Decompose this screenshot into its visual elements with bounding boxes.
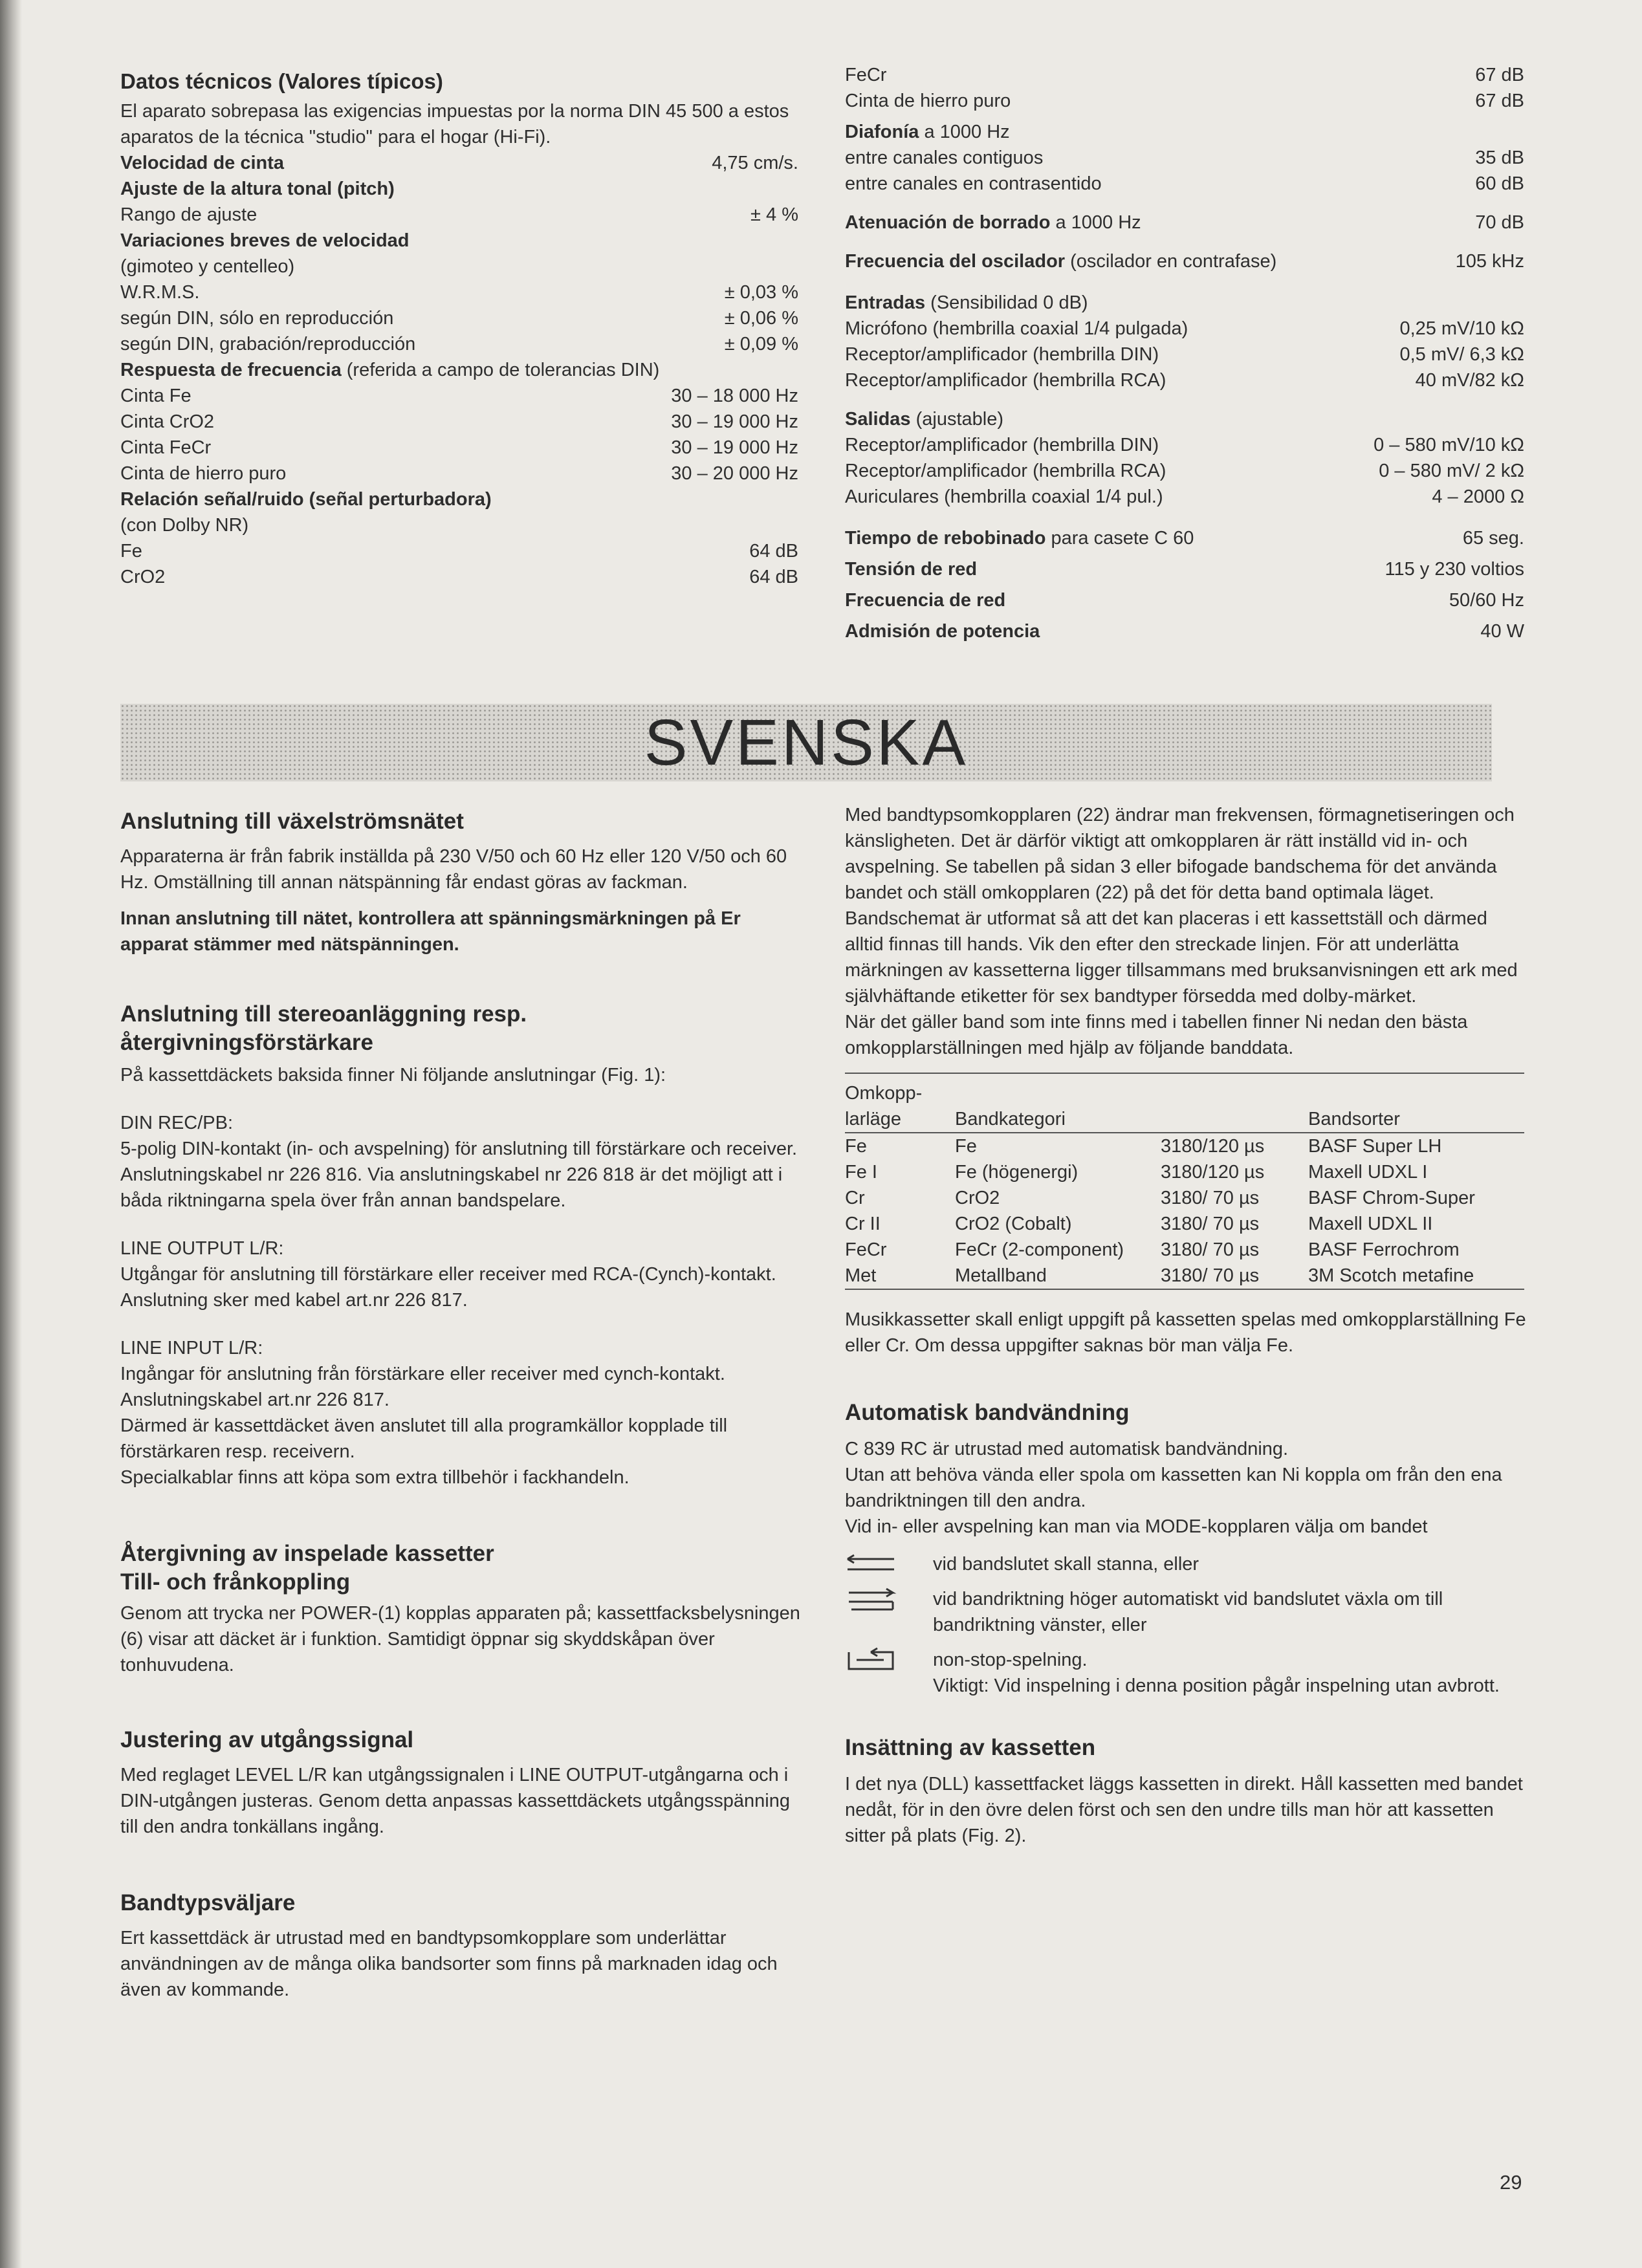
voltage-row: Tensión de red 115 y 230 voltios — [845, 559, 1524, 580]
svenska-left-column — [120, 807, 802, 2003]
outputs-row: Receptor/amplificador (hembrilla RCA) 0 – 580 mV/ 2 kΩ — [845, 461, 1524, 481]
freq-row: Cinta CrO2 30 – 19 000 Hz — [120, 411, 798, 432]
spanish-specs-right — [845, 62, 1524, 644]
pitch-row: Rango de ajuste ± 4 % — [120, 204, 798, 225]
snr-row: Fe 64 dB — [120, 541, 798, 562]
oscillator-row: Frecuencia del oscilador (oscilador en contrafase) 105 kHz — [845, 251, 1524, 272]
output-level-heading: Justering av utgångssignal — [120, 1727, 414, 1752]
din-text: 5-polig DIN-kontakt (in- och avspelning) för anslutning till förstärkare och receiver. Anslutningskabel nr 226 816. Via anslutningskabel nr 226 818 är det möjligt att i båda riktningarna spela över från annan bandspelare. — [120, 1139, 798, 1211]
snr-sub: (con Dolby NR) — [120, 515, 249, 536]
snr-heading: Relación señal/ruido (señal perturbadora) — [120, 489, 492, 510]
auto-reverse-text-1: C 839 RC är utrustad med automatisk bandvändning. — [845, 1439, 1289, 1459]
line-input-title: LINE INPUT L/R: — [120, 1338, 263, 1358]
specs-title: Datos técnicos (Valores típicos) — [120, 69, 443, 93]
page-number: 29 — [1500, 2171, 1522, 2194]
stereo-heading: Anslutning till stereoanläggning resp. — [120, 1001, 527, 1027]
mode-nonstop-row: non-stop-spelning. Viktigt: Vid inspelning i denna position pågår inspelning utan avbrott. — [845, 1647, 1531, 1699]
line-output-title: LINE OUTPUT L/R: — [120, 1238, 284, 1259]
inputs-row: Receptor/amplificador (hembrilla RCA) 40 mV/82 kΩ — [845, 370, 1524, 391]
output-level-text: Med reglaget LEVEL L/R kan utgångssignalen i LINE OUTPUT-utgångarna och i DIN-utgången justeras. Genom detta anpassas kassettdäckets utgångsspänning till den andra tonkällans ingång. — [120, 1765, 790, 1837]
outputs-heading: Salidas (ajustable) — [845, 409, 1004, 430]
wow-row: W.R.M.S. ± 0,03 % — [120, 282, 798, 303]
tape-selector-text: Ert kassettdäck är utrustad med en bandtypsomkopplare som underlättar användningen av de många olika bandsorter som finns på marknaden idag och även av kommande. — [120, 1928, 778, 2000]
crosstalk-row: entre canales contiguos 35 dB — [845, 147, 1524, 168]
wow-heading: Variaciones breves de velocidad — [120, 230, 410, 251]
table-header-row: Omkopp- larläge Bandkategori Bandsorter — [845, 1073, 1524, 1133]
crosstalk-heading: Diafonía a 1000 Hz — [845, 122, 1010, 142]
power-row: Admisión de potencia 40 W — [845, 621, 1524, 642]
freq-row: Cinta de hierro puro 30 – 20 000 Hz — [120, 463, 798, 484]
tape-chart-text: Bandschemat är utformat så att det kan placeras i ett kassettställ och därmed alltid finnas till hands. Vik den efter den streckade linjen. För att underlätta märkningen av kassetterna ligger tillsammans med bruksanvisningen ett ark med självhäftande etiketter för sex bandtyper försedda med dolby-märket. — [845, 908, 1518, 1007]
page-scan-edge — [0, 0, 22, 2268]
stereo-heading-line2: återgivningsförstärkare — [120, 1030, 373, 1055]
loop-arrow-icon — [845, 1647, 933, 1673]
inputs-heading: Entradas (Sensibilidad 0 dB) — [845, 292, 1088, 313]
snr-row: CrO2 64 dB — [120, 567, 798, 587]
freq-heading: Respuesta de frecuencia (referida a campo de tolerancias DIN) — [120, 360, 660, 380]
mains-warning: Innan anslutning till nätet, kontrollera att spänningsmärkningen på Er apparat stämmer med nätspänningen. — [120, 908, 741, 955]
outputs-row: Auriculares (hembrilla coaxial 1/4 pul.) 4 – 2000 Ω — [845, 486, 1524, 507]
pitch-heading: Ajuste de la altura tonal (pitch) — [120, 179, 395, 199]
insert-cassette-text: I det nya (DLL) kassettfacket läggs kassetten in direkt. Håll kassetten med bandet nedåt, för in den övre delen först och sen den undre tills man hör att kassetten sitter på plats (Fig. 2). — [845, 1774, 1523, 1846]
insert-cassette-heading: Insättning av kassetten — [845, 1735, 1096, 1760]
one-way-arrow-icon — [845, 1551, 933, 1577]
auto-reverse-text-2: Utan att behöva vända eller spola om kassetten kan Ni koppla om från den ena bandriktningen till den andra. — [845, 1465, 1502, 1511]
line-input-text-3: Specialkablar finns att köpa som extra tillbehör i fackhandeln. — [120, 1467, 629, 1488]
freq-row: Cinta Fe 30 – 18 000 Hz — [120, 386, 798, 406]
outputs-row: Receptor/amplificador (hembrilla DIN) 0 – 580 mV/10 kΩ — [845, 435, 1524, 455]
mode-stop-row: vid bandslutet skall stanna, eller — [845, 1551, 1531, 1577]
specs-intro: El aparato sobrepasa las exigencias impuestas por la norma DIN 45 500 a estos aparatos de la técnica "studio" para el hogar (Hi-Fi). — [120, 101, 789, 147]
mains-text: Apparaterna är från fabrik inställda på 230 V/50 och 60 Hz eller 120 V/50 och 60 Hz. Omställning till annan nätspänning får endast göras av fackman. — [120, 846, 787, 893]
table-row: Fe I Fe (högenergi) 3180/120 µs Maxell UDXL I — [845, 1162, 1428, 1183]
svenska-right-column — [845, 802, 1531, 1849]
section-banner-title: SVENSKA — [644, 706, 969, 779]
mains-heading: Anslutning till växelströmsnätet — [120, 809, 464, 834]
playback-subheading: Till- och frånkoppling — [120, 1569, 351, 1595]
wow-sub: (gimoteo y centelleo) — [120, 256, 295, 277]
reverse-arrow-icon — [845, 1586, 933, 1612]
wow-row: según DIN, grabación/reproducción ± 0,09 % — [120, 334, 798, 354]
erase-row: Atenuación de borrado a 1000 Hz 70 dB — [845, 212, 1524, 233]
snr-row: Cinta de hierro puro 67 dB — [845, 91, 1524, 111]
line-output-text: Utgångar för anslutning till förstärkare eller receiver med RCA-(Cynch)-kontakt. Anslutning sker med kabel art.nr 226 817. — [120, 1264, 776, 1311]
spanish-specs-left — [120, 67, 798, 590]
crosstalk-row: entre canales en contrasentido 60 dB — [845, 173, 1524, 194]
freq-row: Cinta FeCr 30 – 19 000 Hz — [120, 437, 798, 458]
snr-row: FeCr 67 dB — [845, 65, 1524, 85]
tape-selector-heading: Bandtypsväljare — [120, 1890, 296, 1915]
wow-row: según DIN, sólo en reproducción ± 0,06 % — [120, 308, 798, 329]
stereo-intro: På kassettdäckets baksida finner Ni följande anslutningar (Fig. 1): — [120, 1065, 666, 1085]
table-row: FeCr FeCr (2-component) 3180/ 70 µs BASF Ferrochrom — [845, 1239, 1460, 1260]
line-input-text-2: Därmed är kassettdäcket även anslutet till alla programkällor kopplade till förstärkaren resp. receivern. — [120, 1415, 728, 1462]
mode-reverse-row: vid bandriktning höger automatiskt vid bandslutet växla om till bandriktning vänster, eller — [845, 1586, 1531, 1638]
table-row: Met Metallband 3180/ 70 µs 3M Scotch metafine — [845, 1263, 1524, 1289]
table-row: Cr CrO2 3180/ 70 µs BASF Chrom-Super — [845, 1188, 1475, 1208]
tape-selector-text-cont: Med bandtypsomkopplaren (22) ändrar man frekvensen, förmagnetiseringen och känsligheten. Det är därför viktigt att omkopplaren är rätt inställd vid in- och avspelning. Se tabellen på sidan 3 eller bifogade bandschema för det använda bandet och ställ omkopplaren (22) på det för detta band optimala läget. — [845, 805, 1515, 903]
table-row: Fe Fe 3180/120 µs BASF Super LH — [845, 1133, 1524, 1159]
table-row: Cr II CrO2 (Cobalt) 3180/ 70 µs Maxell UDXL II — [845, 1214, 1433, 1234]
tape-data-text: När det gäller band som inte finns med i tabellen finner Ni nedan den bästa omkopplarställningen med hjälp av följande banddata. — [845, 1012, 1468, 1058]
mains-frequency-row: Frecuencia de red 50/60 Hz — [845, 590, 1524, 611]
din-title: DIN REC/PB: — [120, 1113, 234, 1133]
music-cassette-text: Musikkassetter skall enligt uppgift på kassetten spelas med omkopplarställning Fe eller Cr. Om dessa uppgifter saknas bör man välja Fe. — [845, 1309, 1526, 1356]
rewind-row: Tiempo de rebobinado para casete C 60 65 seg. — [845, 528, 1524, 549]
auto-reverse-text-3: Vid in- eller avspelning kan man via MODE-kopplaren välja om bandet — [845, 1516, 1428, 1537]
auto-reverse-heading: Automatisk bandvändning — [845, 1400, 1130, 1425]
inputs-row: Receptor/amplificador (hembrilla DIN) 0,5 mV/ 6,3 kΩ — [845, 344, 1524, 365]
tape-type-table — [845, 1073, 1524, 1290]
inputs-row: Micrófono (hembrilla coaxial 1/4 pulgada) 0,25 mV/10 kΩ — [845, 318, 1524, 339]
playback-heading: Återgivning av inspelade kassetter — [120, 1541, 494, 1566]
line-input-text: Ingångar för anslutning från förstärkare eller receiver med cynch-kontakt. Anslutningskabel art.nr 226 817. — [120, 1364, 725, 1410]
playback-text: Genom att trycka ner POWER-(1) kopplas apparaten på; kassettfacksbelysningen (6) visar att däcket är i funktion. Samtidigt öppnar sig skyddskåpan över tonhuvudena. — [120, 1603, 800, 1675]
tape-speed-row: Velocidad de cinta 4,75 cm/s. — [120, 153, 798, 173]
